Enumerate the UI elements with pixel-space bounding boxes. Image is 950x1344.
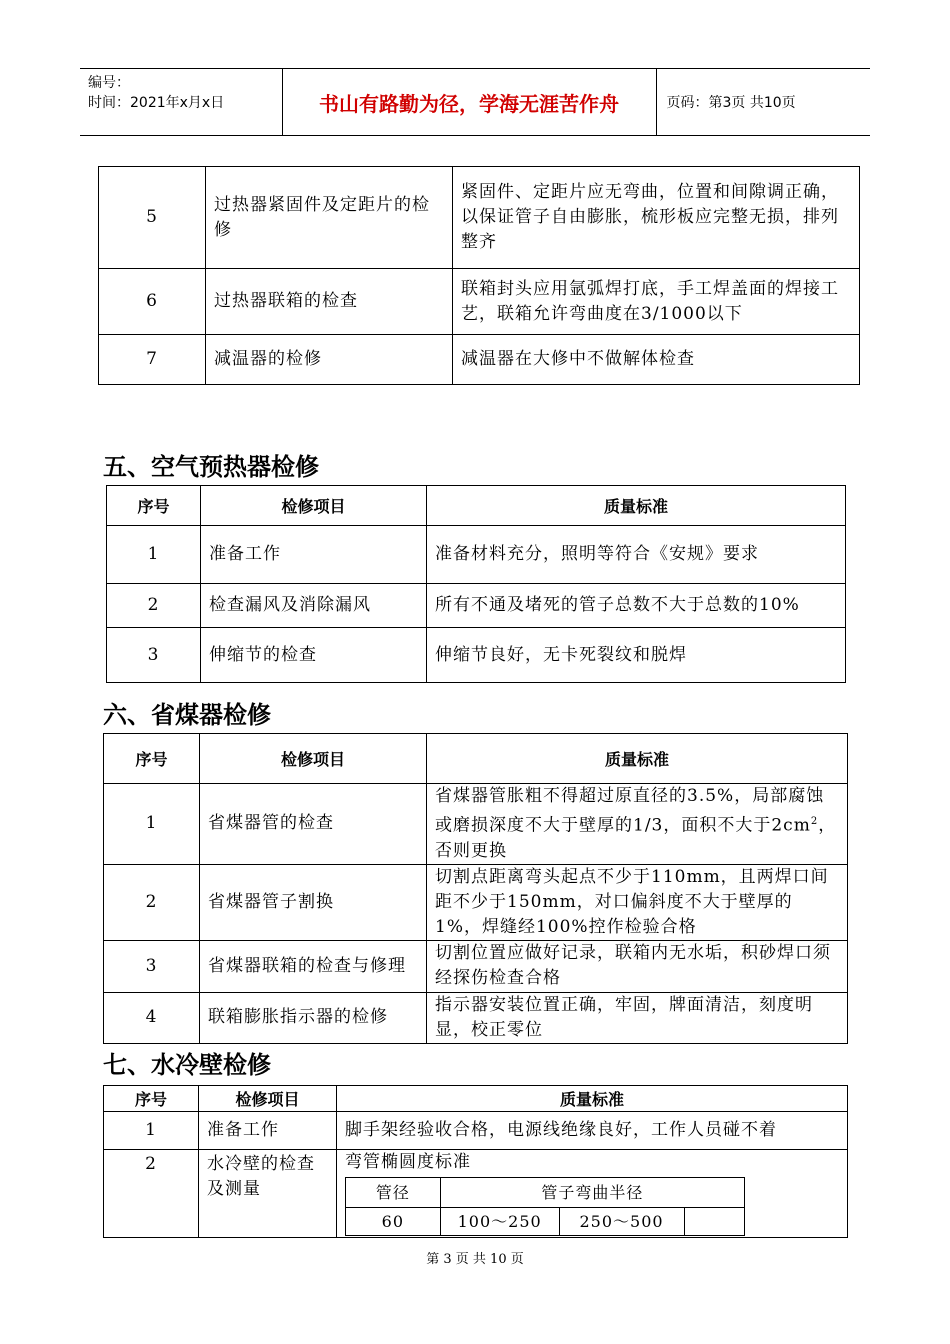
table-row: [104, 864, 848, 940]
standard-text-end: ，否则更换: [435, 815, 837, 861]
col-header-standard: 质量标准: [427, 734, 848, 784]
row-standard: 指示器安装位置正确，牢固，牌面清洁，刻度明显，校正零位: [427, 992, 848, 1043]
table-row: [104, 1112, 848, 1150]
table-header-row: [104, 1086, 848, 1112]
table-row: [104, 940, 848, 992]
bend-ovality-title: 弯管椭圆度标准: [345, 1152, 471, 1172]
table-row: [107, 584, 846, 628]
inner-header-row: [346, 1178, 745, 1208]
table-row: [104, 992, 848, 1043]
row-number: 7: [99, 335, 206, 385]
col-header-number: 序号: [107, 486, 201, 526]
row-number: 3: [107, 628, 201, 683]
table-row: [99, 167, 860, 269]
row-item: 过热器联箱的检查: [206, 269, 453, 335]
row-standard: 切割点距离弯头起点不少于110mm，且两焊口间距不少于150mm，对口偏斜度不大于壁厚的1%，焊缝经100%控作检验合格: [427, 864, 848, 940]
row-item: 减温器的检修: [206, 335, 453, 385]
row-standard: 紧固件、定距片应无弯曲，位置和间隙调正确，以保证管子自由膨胀，梳形板应完整无损，排列整齐: [453, 167, 860, 269]
table-row: [107, 628, 846, 683]
col-header-number: 序号: [104, 734, 200, 784]
col-header-standard: 质量标准: [427, 486, 846, 526]
row-item: 伸缩节的检查: [201, 628, 427, 683]
page-indicator: 页码：第3页 共10页: [656, 69, 870, 136]
row-item: 过热器紧固件及定距片的检修: [206, 167, 453, 269]
row-standard: 脚手架经验收合格，电源线绝缘良好，工作人员碰不着: [337, 1112, 848, 1150]
inner-cell: [684, 1208, 745, 1236]
row-number: 3: [104, 940, 200, 992]
row-number: 6: [99, 269, 206, 335]
table-row: [99, 269, 860, 335]
row-number: 1: [104, 784, 200, 865]
table-header-row: [104, 734, 848, 784]
row-standard: [427, 784, 848, 865]
air-preheater-table: [106, 485, 846, 683]
row-standard: 所有不通及堵死的管子总数不大于总数的10%: [427, 584, 846, 628]
table-row: [104, 784, 848, 865]
row-number: 2: [107, 584, 201, 628]
table-row: [107, 526, 846, 584]
col-header-number: 序号: [104, 1086, 199, 1112]
row-standard: 切割位置应做好记录，联箱内无水垢，积砂焊口须经探伤检查合格: [427, 940, 848, 992]
economizer-table: [103, 733, 848, 1044]
row-item: 准备工作: [201, 526, 427, 584]
col-header-item: 检修项目: [200, 734, 427, 784]
inner-col-header-radius: 管子弯曲半径: [440, 1178, 744, 1208]
inner-data-row: [346, 1208, 745, 1236]
water-wall-table: [103, 1085, 848, 1238]
col-header-standard: 质量标准: [337, 1086, 848, 1112]
row-item: 省煤器管的检查: [200, 784, 427, 865]
standard-text: 省煤器管胀粗不得超过原直径的3.5%，局部腐蚀或磨损深度不大于壁厚的1/3，面积不大于2cm: [435, 786, 825, 836]
row-number: 2: [104, 864, 200, 940]
row-item: 省煤器联箱的检查与修理: [200, 940, 427, 992]
row-number: 5: [99, 167, 206, 269]
section-title-air-preheater: 五、空气预热器检修: [103, 453, 319, 481]
row-standard: 伸缩节良好，无卡死裂纹和脱焊: [427, 628, 846, 683]
inner-col-header-diameter: 管径: [346, 1178, 441, 1208]
inner-cell: 100～250: [440, 1208, 559, 1236]
document-number-label: 编号：: [88, 75, 130, 91]
row-item: 准备工作: [199, 1112, 337, 1150]
section-title-water-wall: 七、水冷壁检修: [103, 1051, 271, 1079]
row-standard: 联箱封头应用氩弧焊打底，手工焊盖面的焊接工艺，联箱允许弯曲度在3/1000以下: [453, 269, 860, 335]
row-standard: [337, 1150, 848, 1238]
bend-radius-table: [345, 1177, 745, 1236]
page-footer: 第 3 页 共 10 页: [426, 1252, 524, 1267]
row-item: 水冷壁的检查及测量: [199, 1150, 337, 1238]
header-meta: [80, 69, 282, 136]
table-row: [104, 1150, 848, 1238]
table-row: [99, 335, 860, 385]
section-title-economizer: 六、省煤器检修: [103, 701, 271, 729]
inner-cell: 250～500: [559, 1208, 684, 1236]
col-header-item: 检修项目: [199, 1086, 337, 1112]
inner-cell: 60: [346, 1208, 441, 1236]
col-header-item: 检修项目: [201, 486, 427, 526]
row-item: 省煤器管子割换: [200, 864, 427, 940]
row-standard: 准备材料充分，照明等符合《安规》要求: [427, 526, 846, 584]
row-item: 联箱膨胀指示器的检修: [200, 992, 427, 1043]
page-header: [80, 68, 870, 136]
row-number: 4: [104, 992, 200, 1043]
header-motto: 书山有路勤为径，学海无涯苦作舟: [282, 69, 656, 136]
document-time: 时间：2021年x月x日: [88, 95, 225, 111]
row-number: 1: [104, 1112, 199, 1150]
superheater-table: [98, 166, 860, 385]
row-number: 2: [104, 1150, 199, 1238]
table-header-row: [107, 486, 846, 526]
row-item: 检查漏风及消除漏风: [201, 584, 427, 628]
row-standard: 减温器在大修中不做解体检查: [453, 335, 860, 385]
row-number: 1: [107, 526, 201, 584]
superscript: 2: [810, 816, 819, 827]
